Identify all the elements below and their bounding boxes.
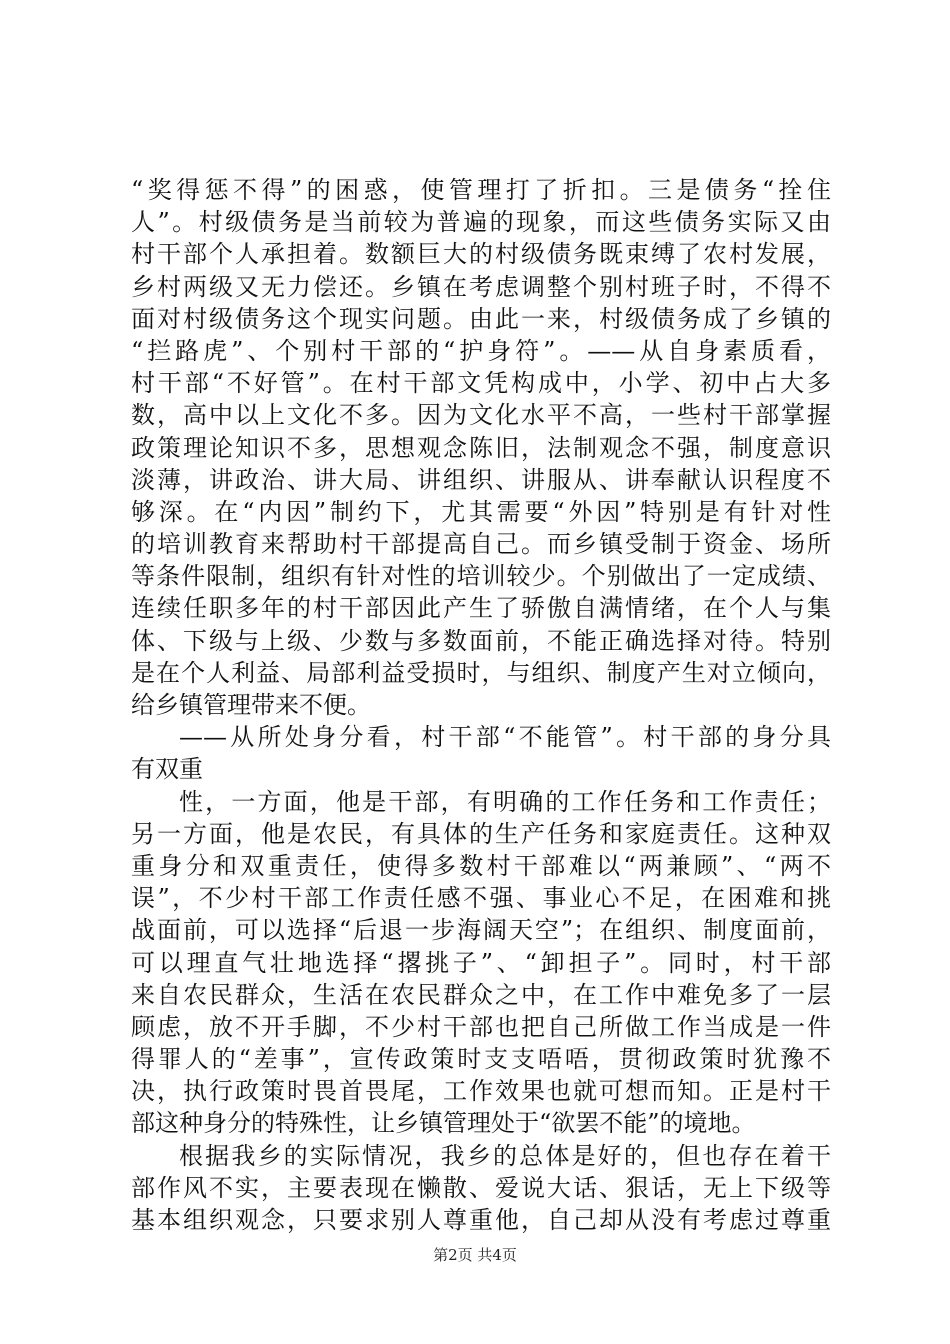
text-line: 淡薄，讲政治、讲大局、讲组织、讲服从、讲奉献认识程度不 xyxy=(131,465,831,494)
text-line: 基本组织观念，只要求别人尊重他，自己却从没有考虑过尊重 xyxy=(131,1206,831,1234)
text-line: 是在个人利益、局部利益受损时，与组织、制度产生对立倾向， xyxy=(131,658,831,687)
text-line: 连续任职多年的村干部因此产生了骄傲自满情绪，在个人与集 xyxy=(131,594,831,623)
text-line: 部作风不实，主要表现在懒散、爱说大话、狠话，无上下级等 xyxy=(131,1173,831,1202)
text-line: 等条件限制，组织有针对性的培训较少。个别做出了一定成绩、 xyxy=(131,562,831,591)
text-line: 给乡镇管理带来不便。 xyxy=(131,691,371,719)
text-line: 有双重 xyxy=(131,755,203,784)
text-line: 数，高中以上文化不多。因为文化水平不高，一些村干部掌握 xyxy=(131,401,831,430)
text-line: 可以理直气壮地选择“撂挑子”、“卸担子”。同时，村干部 xyxy=(131,948,831,977)
text-line: 性，一方面，他是干部，有明确的工作任务和工作责任； xyxy=(179,787,831,816)
text-line: 另一方面，他是农民，有具体的生产任务和家庭责任。这种双 xyxy=(131,819,831,848)
text-line: 根据我乡的实际情况，我乡的总体是好的，但也存在着干 xyxy=(179,1141,831,1170)
text-line: 顾虑，放不开手脚，不少村干部也把自己所做工作当成是一件 xyxy=(131,1012,831,1041)
text-line: 战面前，可以选择“后退一步海阔天空”；在组织、制度面前， xyxy=(131,916,831,945)
text-line: “拦路虎”、个别村干部的“护身符”。——从自身素质看， xyxy=(131,336,831,365)
text-line: 村干部个人承担着。数额巨大的村级债务既束缚了农村发展， xyxy=(131,240,831,269)
text-line: 政策理论知识不多，思想观念陈旧，法制观念不强，制度意识 xyxy=(131,433,831,462)
text-line: 得罪人的“差事”，宣传政策时支支唔唔，贯彻政策时犹豫不 xyxy=(131,1045,831,1074)
page-footer: 第2页 共4页 xyxy=(433,1246,517,1264)
text-line: 乡村两级又无力偿还。乡镇在考虑调整个别村班子时，不得不 xyxy=(131,272,831,301)
text-line: 来自农民群众，生活在农民群众之中，在工作中难免多了一层 xyxy=(131,980,831,1009)
text-line: 够深。在“内因”制约下，尤其需要“外因”特别是有针对性 xyxy=(131,497,831,526)
text-line: 误”，不少村干部工作责任感不强、事业心不足，在困难和挑 xyxy=(131,884,831,913)
text-line: 决，执行政策时畏首畏尾，工作效果也就可想而知。正是村干 xyxy=(131,1077,831,1106)
text-line: 人”。村级债务是当前较为普遍的现象，而这些债务实际又由 xyxy=(131,208,831,237)
body-text xyxy=(131,174,831,1236)
text-line: 面对村级债务这个现实问题。由此一来，村级债务成了乡镇的 xyxy=(131,304,831,333)
text-line: 的培训教育来帮助村干部提高自己。而乡镇受制于资金、场所 xyxy=(131,530,831,559)
text-line: 村干部“不好管”。在村干部文凭构成中，小学、初中占大多 xyxy=(131,369,831,398)
text-line: “奖得惩不得”的困惑，使管理打了折扣。三是债务“拴住 xyxy=(131,176,831,204)
text-line: 重身分和双重责任，使得多数村干部难以“两兼顾”、“两不 xyxy=(131,851,831,880)
text-line: 部这种身分的特殊性，让乡镇管理处于“欲罢不能”的境地。 xyxy=(131,1109,756,1138)
text-line: 体、下级与上级、少数与多数面前，不能正确选择对待。特别 xyxy=(131,626,831,655)
text-line: ——从所处身分看，村干部“不能管”。村干部的身分具 xyxy=(179,723,831,752)
